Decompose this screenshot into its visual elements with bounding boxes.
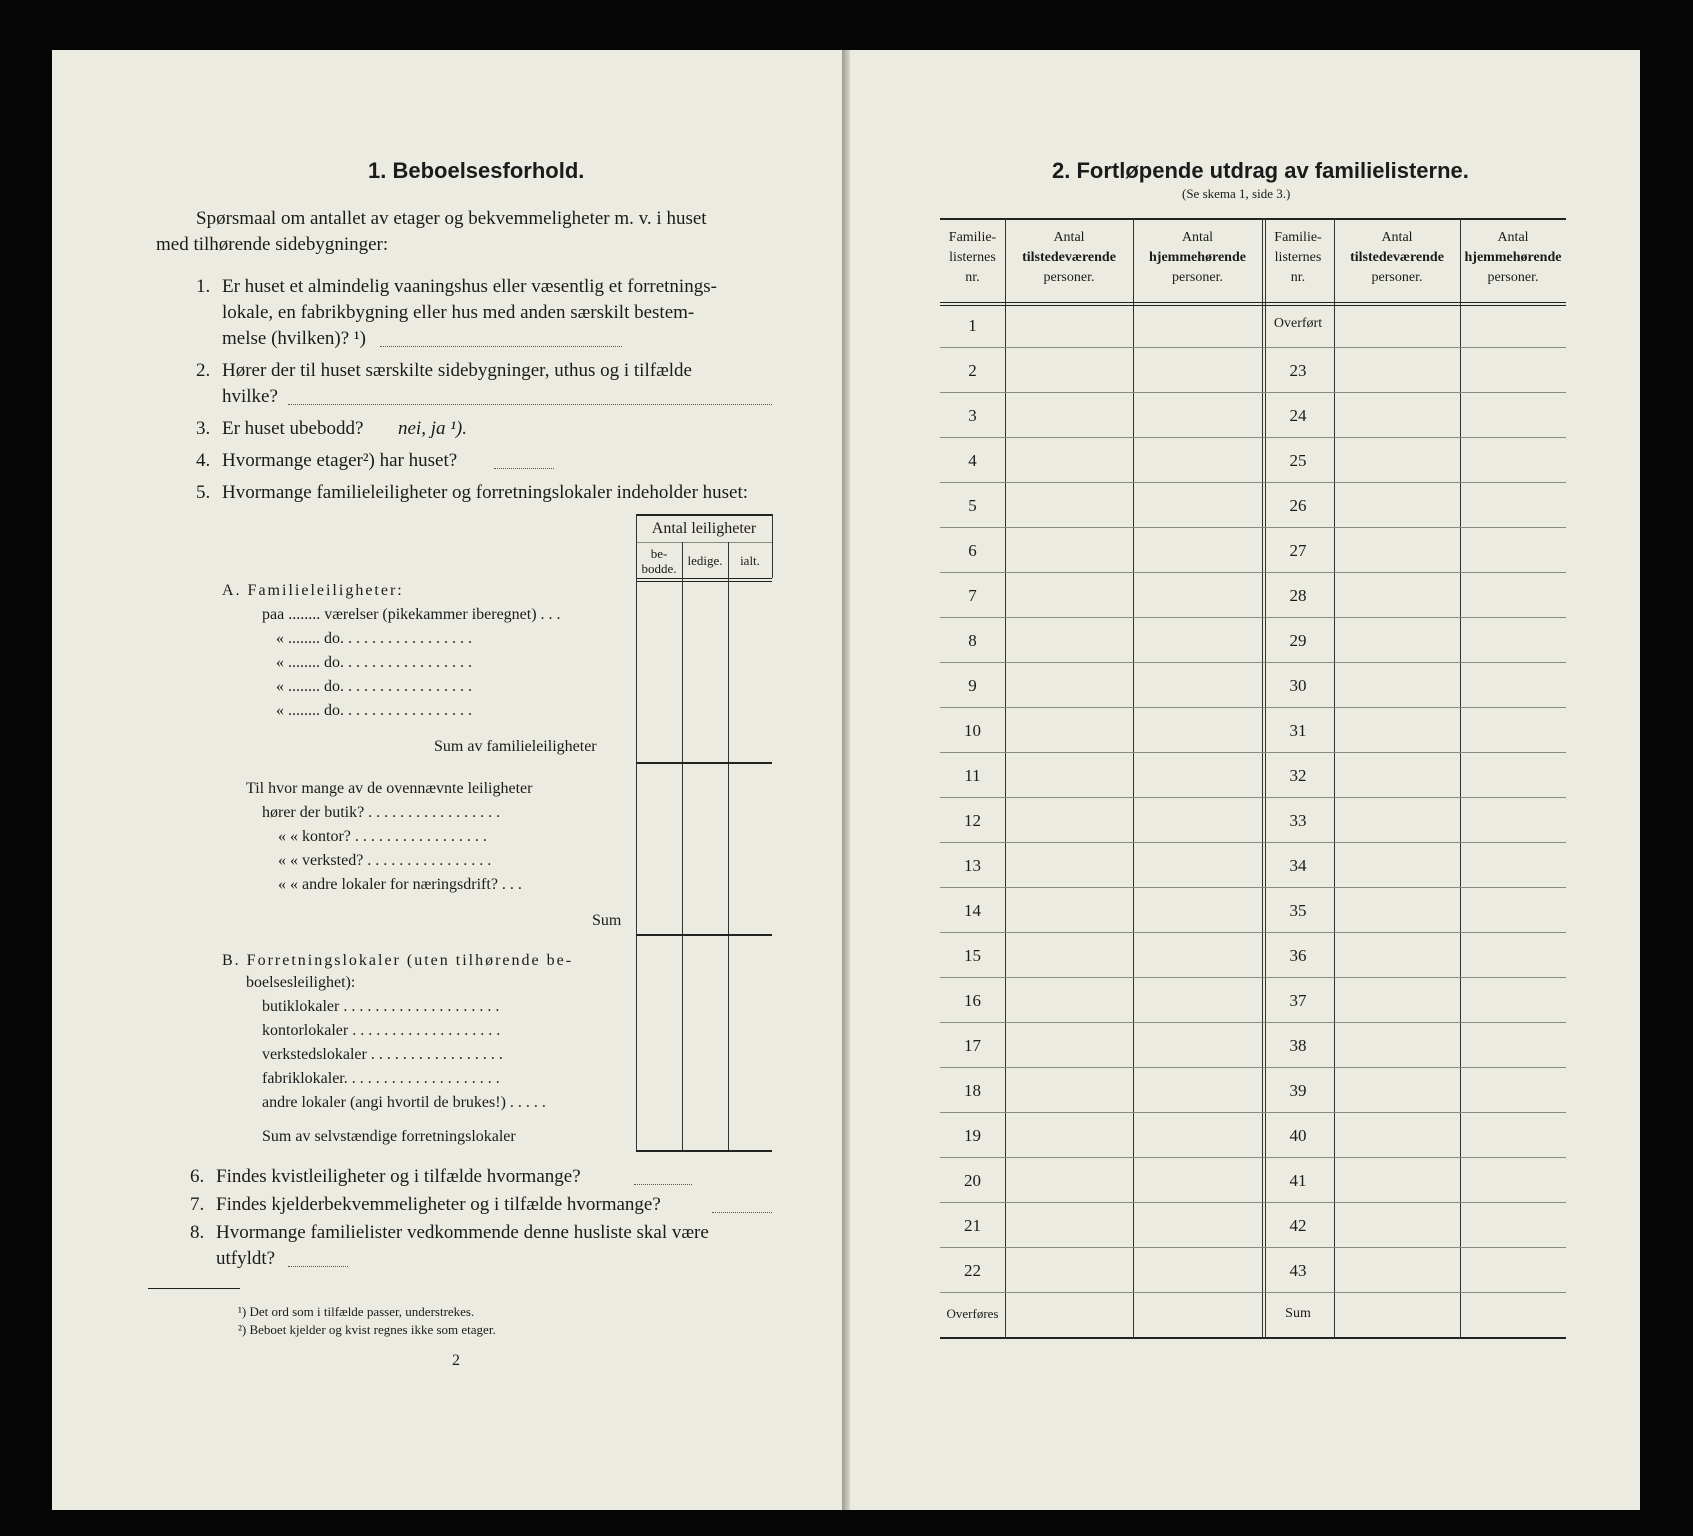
q3-number: 3. <box>196 418 211 439</box>
sectionB-row-3: verkstedslokaler . . . . . . . . . . . . . . . . . <box>262 1046 503 1063</box>
table-cell[interactable] <box>1335 1159 1459 1200</box>
q7-number: 7. <box>190 1194 205 1215</box>
table-row-rule <box>940 1067 1566 1068</box>
table-header-line: Familie- <box>948 230 997 245</box>
left-page-number: 2 <box>452 1352 460 1369</box>
table-header-4 <box>1262 228 1334 288</box>
row-number-right: Overført <box>1273 316 1323 331</box>
q2-number: 2. <box>196 360 211 381</box>
table-cell[interactable] <box>1461 934 1565 975</box>
table-cell[interactable] <box>1335 1024 1459 1065</box>
table-header-line: Familie- <box>1274 230 1322 245</box>
col-line-3 <box>728 542 729 1150</box>
table-row-rule <box>940 1202 1566 1203</box>
table-header-line: Antal <box>1181 230 1214 245</box>
row-number-right: 43 <box>1289 1261 1307 1280</box>
table-cell[interactable] <box>1006 889 1132 930</box>
row-number-left: 20 <box>964 1171 981 1190</box>
row-number-left: 14 <box>964 901 981 920</box>
table-cell[interactable] <box>1335 529 1459 570</box>
row-number-left: 21 <box>964 1216 981 1235</box>
table-cell[interactable] <box>1461 754 1565 795</box>
q8-line2: utfyldt? <box>216 1248 276 1269</box>
table-cell[interactable] <box>1461 529 1565 570</box>
row-number-left: 16 <box>964 991 981 1010</box>
footnote-rule <box>148 1288 240 1289</box>
table-row-rule <box>940 932 1566 933</box>
row-number-right: 23 <box>1289 361 1307 380</box>
table-cell[interactable] <box>1134 394 1261 435</box>
table-header-2 <box>1005 228 1133 288</box>
q3-line1: Er huset ubebodd? <box>222 418 364 439</box>
table-cell[interactable] <box>1335 754 1459 795</box>
table-header-line: Antal <box>1053 230 1085 245</box>
q2-answer-line[interactable] <box>288 404 772 405</box>
row-number-left: 2 <box>968 361 977 380</box>
table-cell[interactable] <box>1006 304 1132 345</box>
row-number-left: 12 <box>964 811 981 830</box>
shop-row-2: « « kontor? . . . . . . . . . . . . . . . . . <box>278 828 487 845</box>
q2-line2: hvilke? <box>222 386 278 407</box>
sectionA-row-3: « ........ do. . . . . . . . . . . . . . . . . <box>276 654 472 671</box>
table-row-rule <box>940 977 1566 978</box>
sectionB-row-1: butiklokaler . . . . . . . . . . . . . . . . . . . . <box>262 998 500 1015</box>
sectionB-title-1: B. Forretningslokaler (uten tilhørende be- <box>222 952 574 969</box>
table-cell[interactable] <box>1461 799 1565 840</box>
row-number-left: 18 <box>964 1081 981 1100</box>
row-number-left: 10 <box>964 721 981 740</box>
row-number-left: 9 <box>968 676 977 695</box>
table-row-rule <box>940 1022 1566 1023</box>
table-cell[interactable] <box>1461 304 1565 345</box>
row-number-right: 29 <box>1289 631 1307 650</box>
table-header-line: listernes <box>949 250 996 265</box>
table-cell[interactable] <box>1335 619 1459 660</box>
table-cell[interactable] <box>1006 619 1132 660</box>
sectionA-row-5: « ........ do. . . . . . . . . . . . . . . . . <box>276 702 472 719</box>
table-header-line: Antal <box>1497 230 1529 245</box>
table-cell[interactable] <box>1134 529 1261 570</box>
table-cell[interactable] <box>1335 304 1459 345</box>
table-cell[interactable] <box>1006 1024 1132 1065</box>
table-cell[interactable] <box>1461 394 1565 435</box>
table-cell[interactable] <box>1461 439 1565 480</box>
q8-answer-line[interactable] <box>288 1266 348 1267</box>
row-number-right: 28 <box>1289 586 1307 605</box>
table-cell[interactable] <box>1461 709 1565 750</box>
table-cell[interactable] <box>1335 709 1459 750</box>
table-cell[interactable] <box>1134 754 1261 795</box>
table-cell[interactable] <box>1006 934 1132 975</box>
table-cell[interactable] <box>1335 1294 1459 1335</box>
q4-answer-line[interactable] <box>494 468 554 469</box>
row-number-right: 35 <box>1289 901 1307 920</box>
row-number-right: 40 <box>1289 1126 1307 1145</box>
q8-line1: Hvormange familielister vedkommende denne husliste skal være <box>216 1222 709 1243</box>
table-cell[interactable] <box>1335 934 1459 975</box>
table-cell[interactable] <box>1134 709 1261 750</box>
table-cell[interactable] <box>1335 979 1459 1020</box>
table-head-bottom-rule <box>636 578 772 579</box>
row-number-left: 17 <box>964 1036 981 1055</box>
q7-line1: Findes kjelderbekvemmeligheter og i tilfælde hvormange? <box>216 1194 661 1215</box>
table-head-col3: ialt. <box>740 553 760 568</box>
table-top-rule <box>940 218 1566 220</box>
table-cell[interactable] <box>1461 1294 1565 1335</box>
table-header-line: hjemmehørende <box>1464 250 1562 265</box>
row-number-left: 5 <box>968 496 977 515</box>
table-cell[interactable] <box>1006 1294 1132 1335</box>
q8-number: 8. <box>190 1222 205 1243</box>
table-cell[interactable] <box>1461 1114 1565 1155</box>
table-cell[interactable] <box>1006 349 1132 390</box>
intro-line-1: Spørsmaal om antallet av etager og bekvemmeligheter m. v. i huset <box>196 208 707 229</box>
row-number-right: Sum <box>1285 1306 1311 1321</box>
row-number-left: 3 <box>968 406 977 425</box>
table-head-top-rule <box>636 514 772 516</box>
row-number-right: 38 <box>1289 1036 1307 1055</box>
table-cell[interactable] <box>1461 844 1565 885</box>
footnote-2: ²) Beboet kjelder og kvist regnes ikke som etager. <box>238 1322 496 1337</box>
intro-line-2: med tilhørende sidebygninger: <box>156 234 389 255</box>
table-header-6 <box>1460 228 1566 288</box>
table-cell[interactable] <box>1335 1204 1459 1245</box>
shop-sum-rule <box>636 934 772 936</box>
col1-a: be- <box>650 546 668 561</box>
row-number-left: 4 <box>968 451 977 470</box>
q1-line1: Er huset et almindelig vaaningshus eller væsentlig et forretnings- <box>222 276 717 297</box>
table-cell[interactable] <box>1461 979 1565 1020</box>
q4-number: 4. <box>196 450 211 471</box>
row-number-left: 6 <box>968 541 977 560</box>
col-line-1 <box>636 514 637 1150</box>
shop-sum: Sum <box>592 912 622 929</box>
table-row-rule <box>940 1157 1566 1158</box>
q1-number: 1. <box>196 276 211 297</box>
q4-line1: Hvormange etager²) har huset? <box>222 450 458 471</box>
table-cell[interactable] <box>1335 799 1459 840</box>
table-cell[interactable] <box>1134 1204 1261 1245</box>
q1-answer-line[interactable] <box>380 346 622 347</box>
table-cell[interactable] <box>1461 1249 1565 1290</box>
row-number-right: 36 <box>1289 946 1307 965</box>
row-number-left: 8 <box>968 631 977 650</box>
table-cell[interactable] <box>1335 664 1459 705</box>
table-header-line: nr. <box>1290 270 1306 285</box>
table-cell[interactable] <box>1134 1114 1261 1155</box>
q6-line1: Findes kvistleiligheter og i tilfælde hvormange? <box>216 1166 581 1187</box>
sectionB-row-5: andre lokaler (angi hvortil de brukes!) . . . . . <box>262 1094 546 1111</box>
table-cell[interactable] <box>1134 664 1261 705</box>
table-row-rule <box>940 572 1566 573</box>
table-cell[interactable] <box>1006 529 1132 570</box>
table-header-5 <box>1334 228 1460 288</box>
table-cell[interactable] <box>1134 619 1261 660</box>
sectionB-sum: Sum av selvstændige forretningslokaler <box>262 1128 516 1145</box>
table-cell[interactable] <box>1006 754 1132 795</box>
row-number-right: 32 <box>1289 766 1307 785</box>
row-number-left: 13 <box>964 856 981 875</box>
sectionA-sum-rule <box>636 762 772 764</box>
col-line-4 <box>772 514 773 578</box>
table-row-rule <box>940 842 1566 843</box>
table-cell[interactable] <box>1461 1069 1565 1110</box>
row-number-right: 25 <box>1289 451 1307 470</box>
sectionA-row-4: « ........ do. . . . . . . . . . . . . . . . . <box>276 678 472 695</box>
table-row-rule <box>940 1292 1566 1293</box>
q6-answer-line[interactable] <box>634 1184 692 1185</box>
table-row-rule <box>940 437 1566 438</box>
table-cell[interactable] <box>1134 979 1261 1020</box>
row-number-right: 33 <box>1289 811 1307 830</box>
shop-row-3: « « verksted? . . . . . . . . . . . . . . . . <box>278 852 492 869</box>
table-cell[interactable] <box>1006 664 1132 705</box>
row-number-right: 37 <box>1289 991 1307 1010</box>
table-cell[interactable] <box>1335 889 1459 930</box>
table-cell[interactable] <box>1134 439 1261 480</box>
row-number-left: Overføres <box>946 1306 999 1321</box>
row-number-right: 42 <box>1289 1216 1307 1235</box>
table-cell[interactable] <box>1006 394 1132 435</box>
table-row-rule <box>940 527 1566 528</box>
row-number-right: 27 <box>1289 541 1307 560</box>
table-cell[interactable] <box>1006 439 1132 480</box>
table-header-line: listernes <box>1274 250 1322 265</box>
table-cell[interactable] <box>1134 844 1261 885</box>
table-cell[interactable] <box>1006 1204 1132 1245</box>
row-number-right: 41 <box>1289 1171 1307 1190</box>
table-cell[interactable] <box>1335 484 1459 525</box>
table-cell[interactable] <box>1335 1114 1459 1155</box>
row-number-left: 19 <box>964 1126 981 1145</box>
row-number-left: 11 <box>964 766 981 785</box>
table-head-col1 <box>636 546 682 576</box>
table-cell[interactable] <box>1134 1294 1261 1335</box>
table-header-line: Antal <box>1381 230 1413 245</box>
table-cell[interactable] <box>1335 1069 1459 1110</box>
sectionB-sum-rule <box>636 1150 772 1152</box>
table-header-line: personer. <box>1172 270 1223 285</box>
row-number-right: 30 <box>1289 676 1307 695</box>
table-cell[interactable] <box>1006 574 1132 615</box>
table-row-rule <box>940 797 1566 798</box>
row-number-right: 39 <box>1289 1081 1307 1100</box>
col-line-2 <box>682 542 683 1150</box>
table-head-mid-rule <box>636 542 772 543</box>
table-cell[interactable] <box>1335 844 1459 885</box>
table-header-line: hjemmehørende <box>1149 250 1246 265</box>
table-cell[interactable] <box>1335 349 1459 390</box>
table-cell[interactable] <box>1134 1069 1261 1110</box>
table-cell[interactable] <box>1006 1249 1132 1290</box>
sectionA-row-1: paa ........ værelser (pikekammer iberegnet) . . . <box>262 606 561 623</box>
sectionA-title: A. Familieleiligheter: <box>222 582 404 599</box>
row-number-left: 7 <box>968 586 977 605</box>
table-header-3 <box>1133 228 1262 288</box>
left-title: 1. Beboelsesforhold. <box>368 158 585 183</box>
row-number-left: 22 <box>964 1261 981 1280</box>
table-cell[interactable] <box>1134 889 1261 930</box>
table-header-line: personer. <box>1043 270 1095 285</box>
row-number-right: 24 <box>1289 406 1307 425</box>
sectionA-row-2: « ........ do. . . . . . . . . . . . . . . . . <box>276 630 472 647</box>
table-cell[interactable] <box>1134 799 1261 840</box>
right-title: 2. Fortløpende utdrag av familielisterne. <box>1052 158 1469 183</box>
table-header-line: tilstedeværende <box>1022 250 1116 265</box>
sectionB-row-4: fabriklokaler. . . . . . . . . . . . . . . . . . . . <box>262 1070 500 1087</box>
col1-b: bodde. <box>641 561 677 576</box>
table-header-1 <box>940 228 1005 288</box>
table-header-line: tilstedeværende <box>1350 250 1444 265</box>
q3-options[interactable]: nei, ja ¹). <box>398 418 468 439</box>
table-cell[interactable] <box>1461 574 1565 615</box>
shop-row-4: « « andre lokaler for næringsdrift? . . . <box>278 876 522 893</box>
q1-line3: melse (hvilken)? ¹) <box>222 328 366 349</box>
table-cell[interactable] <box>1461 1204 1565 1245</box>
q5-number: 5. <box>196 482 211 503</box>
table-cell[interactable] <box>1335 439 1459 480</box>
sectionB-row-2: kontorlokaler . . . . . . . . . . . . . . . . . . . <box>262 1022 501 1039</box>
table-row-rule <box>940 752 1566 753</box>
table-cell[interactable] <box>1461 889 1565 930</box>
row-number-left: 15 <box>964 946 981 965</box>
table-row-rule <box>940 887 1566 888</box>
table-cell[interactable] <box>1461 1159 1565 1200</box>
q5-line1: Hvormange familieleiligheter og forretningslokaler indeholder huset: <box>222 482 749 503</box>
table-cell[interactable] <box>1006 484 1132 525</box>
table-cell[interactable] <box>1335 574 1459 615</box>
book-spine <box>842 50 850 1510</box>
table-cell[interactable] <box>1134 1249 1261 1290</box>
table-cell[interactable] <box>1006 709 1132 750</box>
table-cell[interactable] <box>1134 1024 1261 1065</box>
table-bottom-rule <box>940 1337 1566 1339</box>
table-head-bottom-rule-2 <box>636 581 772 582</box>
row-number-left: 1 <box>968 316 977 335</box>
table-cell[interactable] <box>1134 934 1261 975</box>
table-cell[interactable] <box>1006 979 1132 1020</box>
table-header-line: personer. <box>1487 270 1539 285</box>
row-number-right: 31 <box>1289 721 1307 740</box>
table-cell[interactable] <box>1006 799 1132 840</box>
table-cell[interactable] <box>1134 349 1261 390</box>
table-row-rule <box>940 617 1566 618</box>
table-row-rule <box>940 707 1566 708</box>
q7-answer-line[interactable] <box>712 1212 772 1213</box>
table-cell[interactable] <box>1335 1249 1459 1290</box>
shop-row-1: hører der butik? . . . . . . . . . . . . . . . . . <box>262 804 501 821</box>
q2-line1: Hører der til huset særskilte sidebygninger, uthus og i tilfælde <box>222 360 692 381</box>
table-header-line: nr. <box>965 270 980 285</box>
table-row-rule <box>940 347 1566 348</box>
row-number-right: 34 <box>1289 856 1307 875</box>
table-cell[interactable] <box>1461 619 1565 660</box>
footnote-1: ¹) Det ord som i tilfælde passer, understrekes. <box>238 1304 475 1319</box>
table-cell[interactable] <box>1461 484 1565 525</box>
table-row-rule <box>940 482 1566 483</box>
table-cell[interactable] <box>1006 844 1132 885</box>
table-row-rule <box>940 1112 1566 1113</box>
right-subtitle: (Se skema 1, side 3.) <box>1182 186 1291 201</box>
sectionB-title-2: boelsesleilighet): <box>246 974 356 991</box>
row-number-right: 26 <box>1289 496 1307 515</box>
table-cell[interactable] <box>1006 1159 1132 1200</box>
table-row-rule <box>940 662 1566 663</box>
table-cell[interactable] <box>1461 1024 1565 1065</box>
sectionA-sum: Sum av familieleiligheter <box>434 738 597 755</box>
table-head-col2: ledige. <box>687 553 723 568</box>
table-cell[interactable] <box>1134 484 1261 525</box>
shop-intro: Til hvor mange av de ovennævnte leiligheter <box>246 780 533 797</box>
table-cell[interactable] <box>1134 1159 1261 1200</box>
table-cell[interactable] <box>1461 664 1565 705</box>
table-header-line: personer. <box>1371 270 1423 285</box>
table-cell[interactable] <box>1335 394 1459 435</box>
table-cell[interactable] <box>1006 1114 1132 1155</box>
table-cell[interactable] <box>1461 349 1565 390</box>
q1-line2: lokale, en fabrikbygning eller hus med anden særskilt bestem- <box>222 302 695 323</box>
table-row-rule <box>940 392 1566 393</box>
table-cell[interactable] <box>1134 574 1261 615</box>
table-cell[interactable] <box>1006 1069 1132 1110</box>
q6-number: 6. <box>190 1166 205 1187</box>
table-cell[interactable] <box>1134 304 1261 345</box>
table-row-rule <box>940 1247 1566 1248</box>
table-head-group: Antal leiligheter <box>651 520 757 537</box>
table-head-rule <box>940 302 1566 303</box>
